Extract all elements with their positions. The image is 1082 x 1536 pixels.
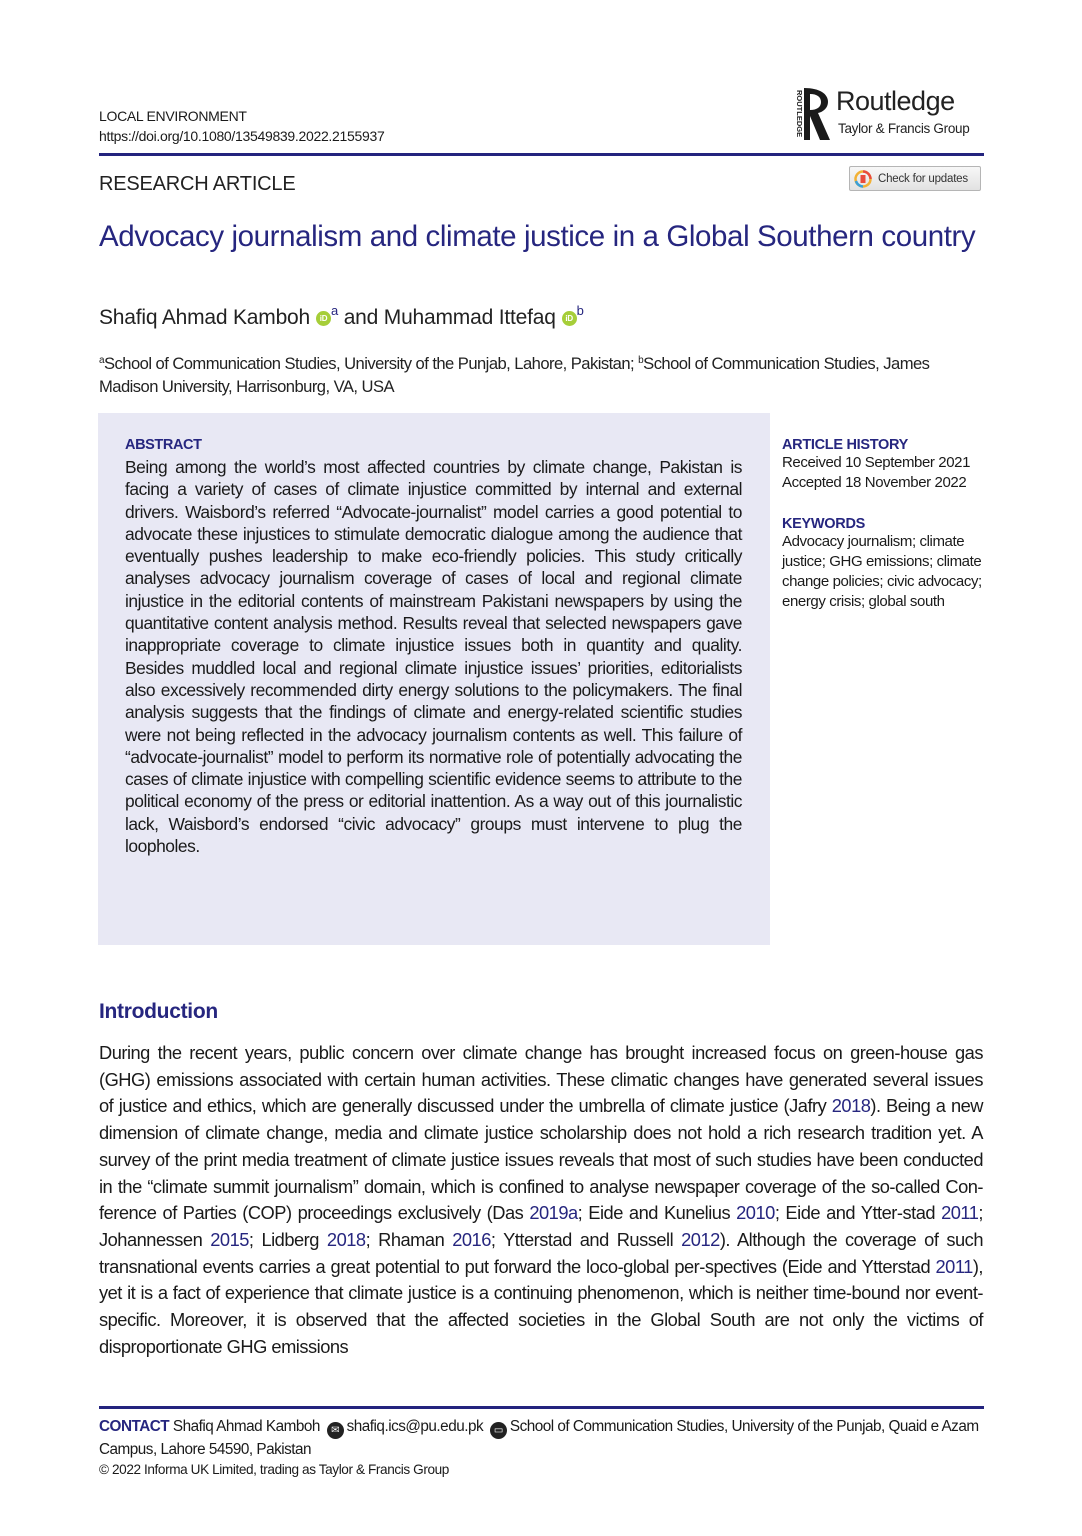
routledge-logo-icon <box>790 86 834 144</box>
intro-text-segment: ). Although the coverage of such transnational events carries a great potential to put forward the loco-global per-spectives (Eide and Ytterstad <box>99 1228 983 1277</box>
intro-text-segment: During the recent years, public concern over climate change has brought increased focus on green-house gas (GHG) emissions associated with certain human activities. These climatic changes have generated several issues of justice and ethics, which are generally discussed under the umbrella of climate justice (Jafry <box>99 1042 983 1117</box>
article-type: RESEARCH ARTICLE <box>99 173 296 195</box>
publisher-logo <box>790 86 990 146</box>
author-list <box>99 303 584 330</box>
author-name[interactable]: Shafiq Ahmad Kamboh <box>99 306 311 329</box>
affiliation-mark: b <box>576 303 584 318</box>
intro-text-segment: ; Eide and Ytter-stad <box>774 1202 942 1224</box>
citation-link[interactable]: 2015 <box>210 1228 249 1250</box>
contact-info <box>99 1416 989 1460</box>
citation-link[interactable]: 2019a <box>529 1202 578 1224</box>
journal-name: LOCAL ENVIRONMENT <box>99 108 247 124</box>
article-history-heading: ARTICLE HISTORY <box>782 437 909 453</box>
introduction-heading: Introduction <box>99 1000 218 1023</box>
affiliation-text: School of Communication Studies, University of the Punjab, Lahore, Pakistan; <box>104 354 635 373</box>
doi-link[interactable]: https://doi.org/10.1080/13549839.2022.2155937 <box>99 128 385 144</box>
author-join: and <box>343 306 379 329</box>
article-history <box>782 437 992 493</box>
logo-name: Routledge <box>836 86 955 116</box>
intro-text-segment: ; Johannessen <box>99 1202 983 1250</box>
introduction-paragraph <box>99 1040 983 1360</box>
check-updates-icon <box>854 170 872 188</box>
intro-text-segment: ; Eide and Kunelius <box>577 1202 737 1224</box>
intro-text-segment: ; Rhaman <box>365 1228 453 1250</box>
address-card-icon: ▭ <box>490 1422 507 1439</box>
orcid-icon[interactable]: iD <box>316 311 331 326</box>
affiliation-mark: a <box>99 355 105 366</box>
citation-link[interactable]: 2016 <box>452 1228 491 1250</box>
intro-text-segment: ; Lidberg <box>248 1228 327 1250</box>
citation-link[interactable]: 2012 <box>681 1228 720 1250</box>
check-updates-label: Check for updates <box>878 172 968 185</box>
intro-text-segment: ; Ytterstad and Russell <box>490 1228 682 1250</box>
keywords <box>782 516 992 612</box>
contact-label: CONTACT <box>99 1418 170 1435</box>
abstract-heading: ABSTRACT <box>125 437 202 453</box>
citation-link[interactable]: 2011 <box>935 1255 973 1277</box>
citation-link[interactable]: 2018 <box>326 1228 366 1250</box>
article-title: Advocacy journalism and climate justice in a Global Southern country <box>99 220 976 253</box>
intro-text-segment: ). Being a new dimension of climate change, media and climate justice scholarship does not hold a rich research tradition yet. A survey of the print media treatment of climate justice issues reveals that most of such studies have been conducted in the “climate summit journalism” domain, which is confined to analyse newspaper coverage of the so-called Con-ference of Parties (COP) proceedings exclusively (Das <box>99 1095 983 1224</box>
affiliation-mark: a <box>331 303 339 318</box>
accepted-date: Accepted 18 November 2022 <box>782 474 967 491</box>
affiliation-mark: b <box>638 355 644 366</box>
abstract-text: Being among the world’s most affected countries by climate change, Pakistan is facing a variety of cases of climate injustice committed by internal and external drivers. Waisbord’s referred “Advocate-journalist” model carries a good potential to advocate these injustices to stimulate democratic dialogue among the audience that eventually pushes leadership to make eco-friendly policies. This study critically analyses advocacy journalism coverage of cases of local and regional climate injustice in the editorial contents of mainstream Pakistani newspapers by using the quantitative content analysis method. Results reveal that selected newspapers gave inappropriate coverage to climate injustice issues both in quantity and quality. Besides muddled local and regional climate injustice issues’ priorities, editorialists also excessively recommended dirty energy solutions to the policymakers. The final analysis suggests that the findings of climate and energy-related scientific studies were not being reflected in the advocacy journalism contents as well. This failure of “advocate-journalist” model to perform its normative role of potentially advocating the cases of climate injustice with compelling scientific evidence seems to attribute to the political economy of the press or editorial inattention. As a way out of this journalistic lack, Waisbord’s endorsed “civic advocacy” groups must intervene to plug the loopholes. <box>125 457 742 857</box>
citation-link[interactable]: 2010 <box>736 1202 775 1224</box>
contact-email-link[interactable]: shafiq.ics@pu.edu.pk <box>346 1418 484 1435</box>
contact-name: Shafiq Ahmad Kamboh <box>172 1418 320 1435</box>
contact-address: School of Communication Studies, University of the Punjab, Quaid e Azam Campus, Lahore 54590, Pakistan <box>99 1418 979 1458</box>
keywords-heading: KEYWORDS <box>782 516 865 532</box>
envelope-icon: ✉ <box>327 1422 344 1439</box>
footer-divider <box>99 1406 984 1409</box>
check-for-updates-button[interactable] <box>849 166 981 191</box>
received-date: Received 10 September 2021 <box>782 454 971 471</box>
logo-vertical-text: ROUTLEDGE <box>795 90 804 138</box>
affiliations <box>99 349 989 398</box>
citation-link[interactable]: 2018 <box>831 1095 871 1117</box>
citation-link[interactable]: 2011 <box>941 1202 979 1224</box>
header-divider <box>99 153 984 156</box>
keywords-text: Advocacy journalism; climate justice; GHG emissions; climate change policies; civic advocacy; energy crisis; global south <box>782 533 982 610</box>
intro-text-segment: ), yet it is a fact of experience that climate justice is a continuing phenomenon, which is neither time-bound nor event-specific. Moreover, it is observed that the affected societies in the Global South are not only the victims of disproportionate GHG emissions <box>99 1255 983 1357</box>
affiliation-text: School of Communication Studies, James Madison University, Harrisonburg, VA, USA <box>99 354 930 396</box>
author-name[interactable]: Muhammad Ittefaq <box>383 306 556 329</box>
orcid-icon[interactable]: iD <box>562 311 577 326</box>
logo-subtitle: Taylor & Francis Group <box>838 121 970 136</box>
copyright: © 2022 Informa UK Limited, trading as Taylor & Francis Group <box>99 1462 449 1477</box>
